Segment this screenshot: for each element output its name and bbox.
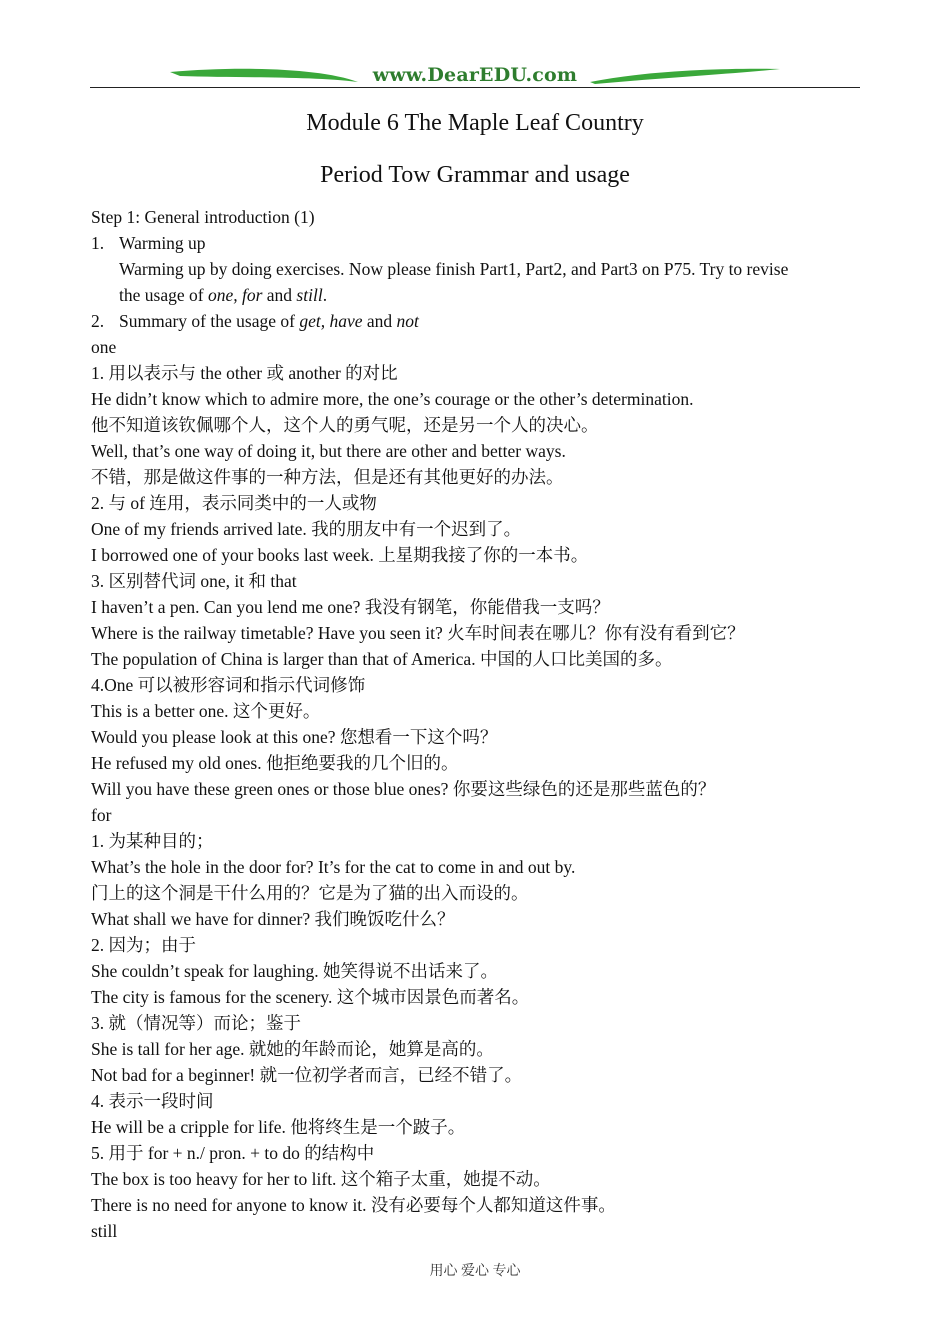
text-line: What’s the hole in the door for? It’s for the cat to come in and out by. (91, 857, 576, 877)
list-text: Warming up (119, 233, 206, 253)
text-line: She couldn’t speak for laughing. 她笑得说不出话来了。 (91, 961, 498, 981)
section-heading-for: for (91, 805, 112, 825)
text-line: He refused my old ones. 他拒绝要我的几个旧的。 (91, 753, 459, 773)
document-body (91, 204, 871, 1244)
page-title: Module 6 The Maple Leaf Country (306, 110, 644, 136)
text-line: The city is famous for the scenery. 这个城市因景色而著名。 (91, 987, 530, 1007)
text-line: I haven’t a pen. Can you lend me one? 我没有钢笔，你能借我一支吗？ (91, 597, 610, 617)
text-line: What shall we have for dinner? 我们晚饭吃什么？ (91, 909, 455, 929)
text-line: There is no need for anyone to know it. 没有必要每个人都知道这件事。 (91, 1195, 616, 1215)
text-line: Not bad for a beginner! 就一位初学者而言，已经不错了。 (91, 1065, 523, 1085)
list-item (91, 308, 871, 334)
section-heading-still: still (91, 1221, 118, 1241)
text-line: He will be a cripple for life. 他将终生是一个跛子。 (91, 1117, 466, 1137)
paragraph-line: Warming up by doing exercises. Now please finish Part1, Part2, and Part3 on P75. Try to revise (119, 259, 789, 279)
text-line: Will you have these green ones or those blue ones? 你要这些绿色的还是那些蓝色的？ (91, 779, 716, 799)
text-line: 2. 与 of 连用，表示同类中的一人或物 (91, 493, 377, 513)
text-line: One of my friends arrived late. 我的朋友中有一个迟到了。 (91, 519, 522, 539)
list-item (91, 230, 871, 256)
text-line: 3. 区别替代词 one, it 和 that (91, 571, 297, 591)
site-header (90, 62, 860, 90)
text-line: Well, that’s one way of doing it, but there are other and better ways. (91, 441, 566, 461)
text-line: The box is too heavy for her to lift. 这个箱子太重，她提不动。 (91, 1169, 551, 1189)
text-line: The population of China is larger than that of America. 中国的人口比美国的多。 (91, 649, 673, 669)
text-line: He didn’t know which to admire more, the one’s courage or the other’s determination. (91, 389, 694, 409)
site-logo-text: www.DearEDU.com (372, 64, 578, 86)
text-line: 2. 因为；由于 (91, 935, 196, 955)
header-rule (90, 87, 860, 88)
page-footer: 用心 爱心 专心 (429, 1264, 521, 1279)
paragraph-line: the usage of one, for and still. (119, 285, 328, 305)
page-subtitle: Period Tow Grammar and usage (320, 162, 630, 188)
text-line: 4. 表示一段时间 (91, 1091, 214, 1111)
text-line: 1. 为某种目的； (91, 831, 214, 851)
step-heading: Step 1: General introduction (1) (91, 207, 315, 227)
text-line: 1. 用以表示与 the other 或 another 的对比 (91, 363, 398, 383)
text-line: 不错，那是做这件事的一种方法，但是还有其他更好的办法。 (91, 467, 564, 487)
text-line: 门上的这个洞是干什么用的？它是为了猫的出入而设的。 (91, 883, 529, 903)
text-line: 他不知道该钦佩哪个人，这个人的勇气呢，还是另一个人的决心。 (91, 415, 599, 435)
list-number: 2. (91, 311, 105, 331)
text-line: 4.One 可以被形容词和指示代词修饰 (91, 675, 366, 695)
section-heading-one: one (91, 337, 117, 357)
text-line: 3. 就（情况等）而论；鉴于 (91, 1013, 301, 1033)
text-line: Would you please look at this one? 您想看一下这个吗？ (91, 727, 498, 747)
list-text: Summary of the usage of get, have and not (119, 311, 419, 331)
text-line: This is a better one. 这个更好。 (91, 701, 321, 721)
list-number: 1. (91, 233, 105, 253)
text-line: 5. 用于 for + n./ pron. + to do 的结构中 (91, 1143, 375, 1163)
text-line: She is tall for her age. 就她的年龄而论，她算是高的。 (91, 1039, 494, 1059)
text-line: I borrowed one of your books last week. 上星期我接了你的一本书。 (91, 545, 589, 565)
text-line: Where is the railway timetable? Have you seen it? 火车时间表在哪儿？你有没有看到它？ (91, 623, 745, 643)
